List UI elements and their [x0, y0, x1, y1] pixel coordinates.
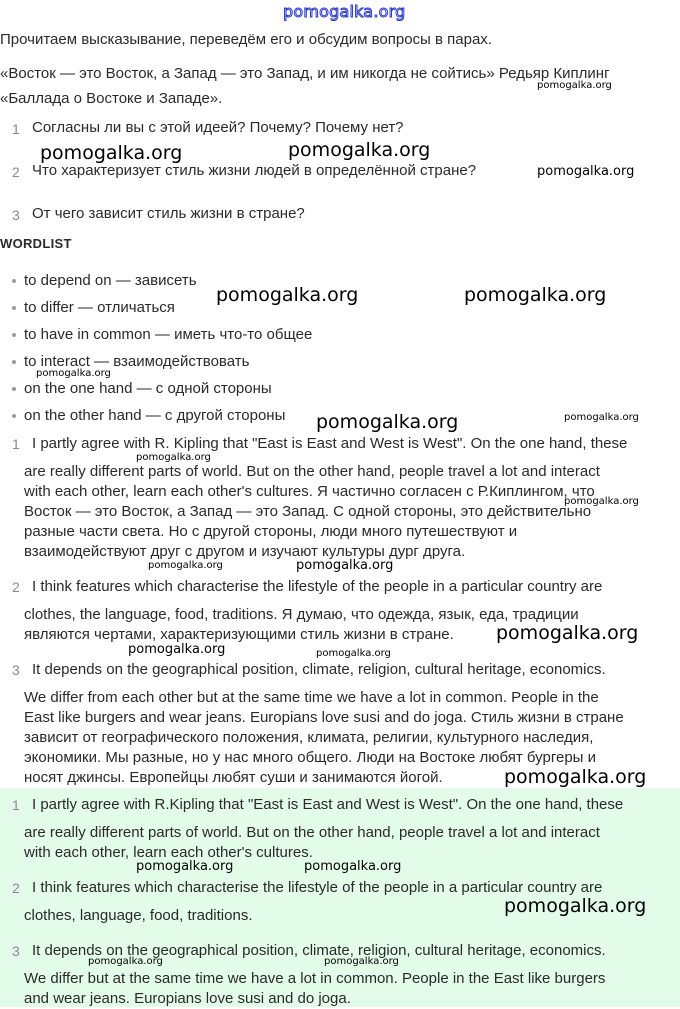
watermark: pomogalka.org — [324, 956, 399, 967]
answer-line: It depends on the geographical position, climate, religion, cultural heritage, economics. — [32, 942, 606, 959]
watermark: pomogalka.org — [148, 560, 223, 571]
wordlist-item — [12, 407, 285, 424]
watermark: pomogalka.org — [316, 411, 459, 433]
answer-line: экономики. Мы разные, но у нас много общего. Люди на Востоке любят бургеры и — [24, 749, 597, 766]
answer-line: with each other, learn each other's cultures. Я частично согласен с Р.Киплингом, что — [24, 483, 595, 500]
watermark: pomogalka.org — [136, 452, 211, 463]
watermark: pomogalka.org — [496, 622, 639, 644]
watermark: pomogalka.org — [537, 164, 635, 179]
question-text: Что характеризует стиль жизни людей в определённой стране? — [32, 162, 477, 179]
wordlist-item — [12, 272, 197, 289]
answer-line: It depends on the geographical position, climate, religion, cultural heritage, economics. — [32, 661, 606, 678]
answer-line: I partly agree with R. Kipling that "East is East and West is West". On the one hand, these — [32, 435, 628, 452]
watermark: pomogalka.org — [464, 284, 607, 306]
question-number: 1 — [12, 121, 20, 137]
answer-line: East like burgers and wear jeans. Europians love susi and do joga. Стиль жизни в стране — [24, 709, 624, 726]
answer-line: Восток — это Восток, а Запад — это Запад. С одной стороны, это действительно — [24, 503, 592, 520]
answer-line: I partly agree with R.Kipling that "East is East and West is West". On the one hand, these — [32, 796, 624, 813]
wordlist-text: on the other hand — с другой стороны — [24, 407, 286, 424]
wordlist-text: to have in common — иметь что-то общее — [24, 326, 313, 343]
wordlist-item — [12, 299, 175, 316]
bullet-icon — [12, 333, 16, 337]
answer-line: носят джинсы. Европейцы любят суши и занимаются йогой. — [24, 769, 443, 786]
wordlist-text: to interact — взаимодействовать — [24, 353, 250, 370]
answer-line: We differ but at the same time we have a lot in common. People in the East like burgers — [24, 970, 606, 987]
quote-line-1: «Восток — это Восток, а Запад — это Запад, и им никогда не сойтись» Редьяр Киплинг — [0, 65, 610, 82]
question-number: 3 — [12, 207, 20, 223]
bullet-icon — [12, 279, 16, 283]
watermark: pomogalka.org — [296, 558, 394, 573]
answer-line: clothes, the language, food, traditions. Я думаю, что одежда, язык, еда, традиции — [24, 606, 579, 623]
watermark: pomogalka.org — [136, 859, 234, 874]
answer-line: являются чертами, характеризующими стиль жизни в стране. — [24, 626, 454, 643]
wordlist-heading: WORDLIST — [0, 236, 72, 251]
watermark: pomogalka.org — [316, 648, 391, 659]
wordlist-item — [12, 326, 312, 343]
answer-line: with each other, learn each other's cultures. — [24, 844, 313, 861]
watermark: pomogalka.org — [304, 859, 402, 874]
watermark: pomogalka.org — [128, 642, 226, 657]
watermark: pomogalka.org — [504, 895, 647, 917]
question-text: От чего зависит стиль жизни в стране? — [32, 205, 305, 222]
answer-line: разные части света. Но с другой стороны, люди много путешествуют и — [24, 523, 518, 540]
answer-line: clothes, language, food, traditions. — [24, 907, 253, 924]
answer-line: взаимодействуют друг с другом и изучают культуры дург друга. — [24, 543, 466, 560]
answer-number: 1 — [12, 436, 20, 452]
quote-line-2: «Баллада о Востоке и Западе». — [0, 90, 223, 107]
wordlist-item — [12, 380, 272, 397]
answer-line: I think features which characterise the lifestyle of the people in a particular country are — [32, 879, 603, 896]
bullet-icon — [12, 387, 16, 391]
watermark: pomogalka.org — [36, 368, 111, 379]
answer-line: I think features which characterise the lifestyle of the people in a particular country are — [32, 578, 603, 595]
watermark: pomogalka.org — [288, 139, 431, 161]
watermark: pomogalka.org — [40, 142, 183, 164]
answer-line: and wear jeans. Europians love susi and do joga. — [24, 990, 351, 1007]
question-text: Согласны ли вы с этой идеей? Почему? Почему нет? — [32, 119, 404, 136]
bullet-icon — [12, 360, 16, 364]
watermark: pomogalka.org — [564, 412, 639, 423]
answer-number: 3 — [12, 662, 20, 678]
answer-number: 2 — [12, 880, 20, 896]
watermark: pomogalka.org — [564, 496, 639, 507]
answer-number: 1 — [12, 797, 20, 813]
answer-line: We differ from each other but at the same time we have a lot in common. People in the — [24, 689, 599, 706]
wordlist-text: on the one hand — с одной стороны — [24, 380, 272, 397]
answer-line: are really different parts of world. But on the other hand, people travel a lot and interact — [24, 824, 600, 841]
watermark: pomogalka.org — [216, 284, 359, 306]
bullet-icon — [12, 306, 16, 310]
answer-number: 2 — [12, 579, 20, 595]
answer-line: are really different parts of world. But on the other hand, people travel a lot and interact — [24, 463, 600, 480]
watermark: pomogalka.org — [88, 956, 163, 967]
watermark: pomogalka.org — [537, 80, 612, 91]
answer-number: 3 — [12, 943, 20, 959]
bullet-icon — [12, 414, 16, 418]
wordlist-text: to depend on — зависеть — [24, 272, 197, 289]
answer-line: зависит от географического положения, климата, религии, культурного наследия, — [24, 729, 594, 746]
site-logo-watermark: pomogalka.org — [283, 2, 406, 21]
intro-text: Прочитаем высказывание, переведём его и обсудим вопросы в парах. — [0, 31, 492, 48]
watermark: pomogalka.org — [504, 766, 647, 788]
question-number: 2 — [12, 164, 20, 180]
wordlist-text: to differ — отличаться — [24, 299, 175, 316]
